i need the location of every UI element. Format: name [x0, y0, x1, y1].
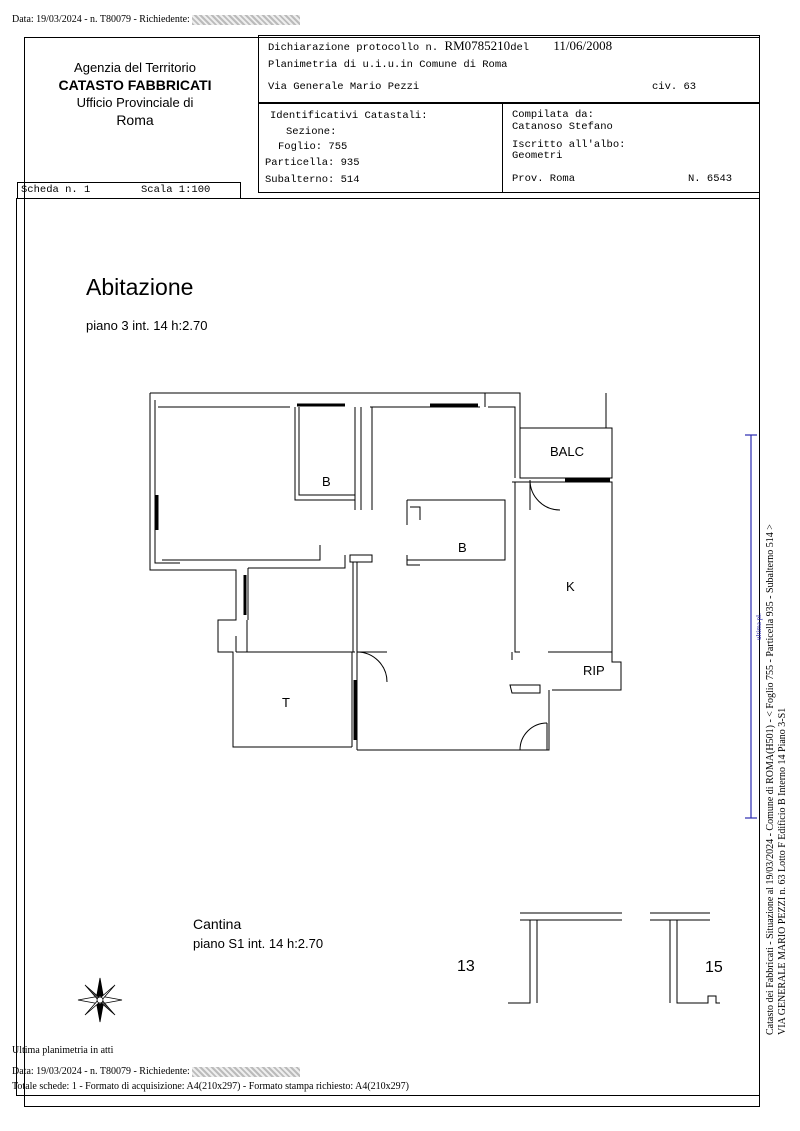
room-k: K	[566, 579, 575, 594]
footer-request-text: Data: 19/03/2024 - n. T80079 - Richiedente:	[12, 1066, 190, 1077]
province-number: N. 6543	[688, 173, 733, 185]
iscritto-value: Geometri	[512, 150, 563, 162]
scheda-number: Scheda n. 1	[21, 184, 91, 196]
top-request-text: Data: 19/03/2024 - n. T80079 - Richiedente:	[12, 14, 190, 25]
side-stamp: ultima pl.	[755, 613, 763, 640]
address: Via Generale Mario Pezzi	[268, 81, 420, 93]
room-rip: RIP	[583, 663, 605, 678]
ident-title: Identificativi Catastali:	[270, 110, 428, 122]
wall-left	[150, 393, 352, 747]
room-balc: BALC	[550, 444, 584, 459]
foglio: Foglio: 755	[278, 141, 348, 153]
footer-request-line	[12, 1066, 300, 1077]
scale: Scala 1:100	[141, 184, 211, 196]
plan-description: Planimetria di u.i.u.in Comune di Roma	[268, 59, 508, 71]
subalterno: Subalterno: 514	[265, 174, 360, 186]
iscritto-label: Iscritto all'albo:	[512, 139, 626, 151]
ufficio-city: Roma	[116, 112, 154, 128]
compass-rose-icon	[70, 970, 130, 1030]
del-label: del	[510, 42, 530, 54]
province: Prov. Roma	[512, 173, 576, 185]
side-text-line2: VIA GENERALE MARIO PEZZI n. 63 Lotto F Edificio B Interno 14 Piano 3-S1	[777, 707, 788, 1035]
particella: Particella: 935	[265, 157, 360, 169]
declaration-prefix: Dichiarazione protocollo n.	[268, 42, 439, 54]
ultima-planimetria: Ultima planimetria in atti	[12, 1045, 114, 1056]
room-b1: B	[322, 474, 331, 489]
cantina-number-13: 13	[457, 958, 475, 975]
catasto-title: CATASTO FABBRICATI	[58, 77, 212, 93]
declaration-date: 11/06/2008	[553, 38, 613, 53]
cantina-title: Cantina	[193, 916, 242, 932]
cantina-number-15: 15	[705, 959, 723, 976]
footer-redacted-requester	[192, 1067, 300, 1077]
protocol-number: RM0785210	[444, 38, 511, 53]
compilata-name: Catanoso Stefano	[512, 121, 613, 133]
plan-subtitle: piano 3 int. 14 h:2.70	[86, 318, 208, 333]
side-text-line1: Catasto dei Fabbricati - Situazione al 19/03/2024 - Comune di ROMA(H501) - < Foglio 755 - Particella 935 - Subalterno 514 >	[765, 524, 776, 1035]
sezione: Sezione:	[286, 126, 337, 138]
agency-name: Agenzia del Territorio	[74, 60, 196, 75]
ufficio-label: Ufficio Provinciale di	[76, 95, 194, 110]
compilata-label: Compilata da:	[512, 109, 594, 121]
civic-number: civ. 63	[652, 81, 697, 93]
room-t: T	[282, 695, 290, 710]
footer-format-line: Totale schede: 1 - Formato di acquisizione: A4(210x297) - Formato stampa richiesto: A4(210x297)	[12, 1081, 409, 1092]
plan-title: Abitazione	[86, 274, 194, 300]
room-b2: B	[458, 540, 467, 555]
cantina-subtitle: piano S1 int. 14 h:2.70	[193, 936, 324, 951]
wall-top	[150, 393, 520, 428]
